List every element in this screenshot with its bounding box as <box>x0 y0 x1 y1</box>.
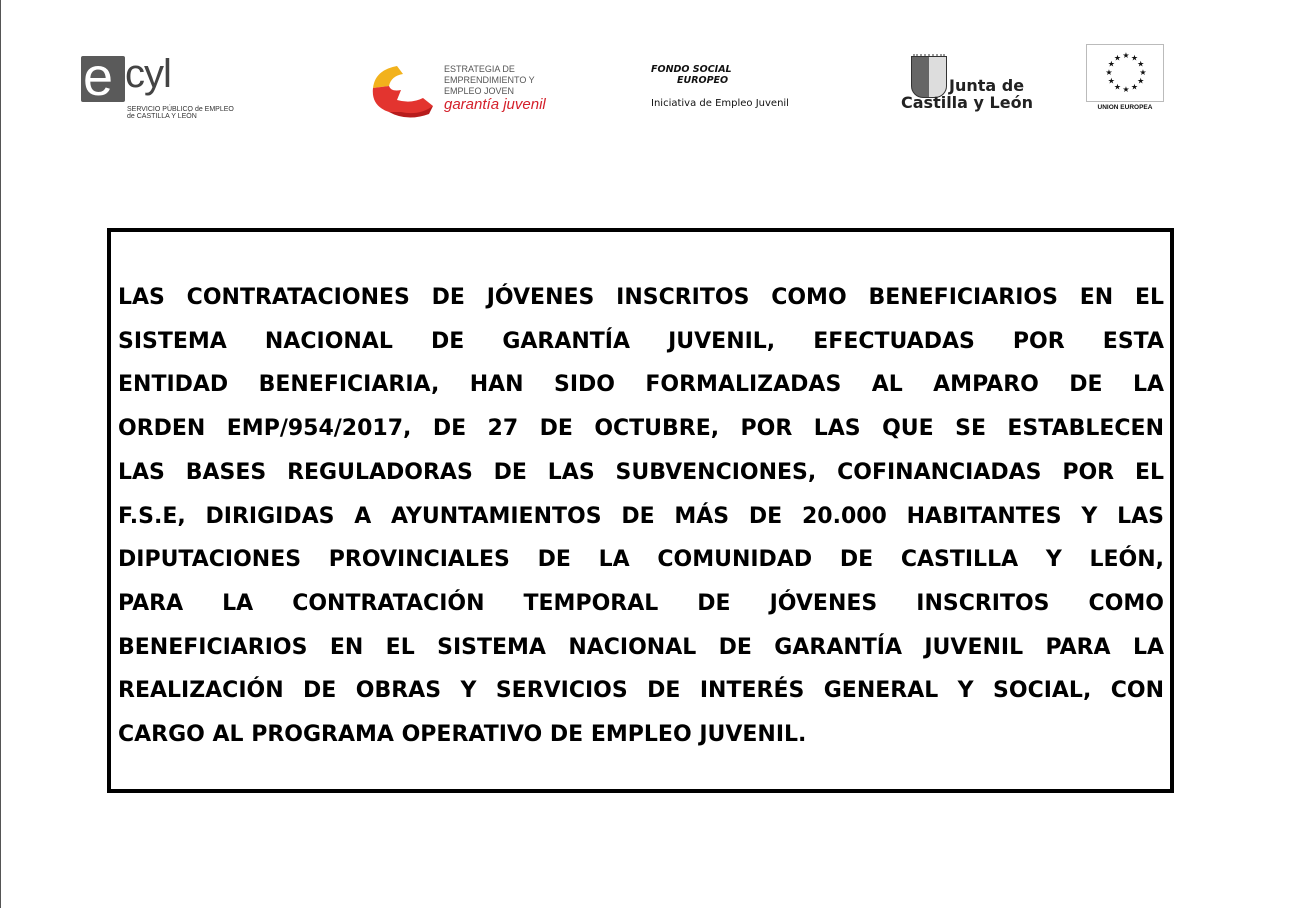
garantia-line: EMPRENDIMIENTO Y <box>444 75 535 85</box>
ecyl-name: cyl <box>125 52 171 96</box>
union-europea-logo <box>1086 44 1164 114</box>
notice-box <box>107 228 1174 793</box>
notice-line: REALIZACIÓN DE OBRAS Y SERVICIOS DE INTERÉS GENERAL Y SOCIAL, CON <box>118 678 1164 704</box>
notice-line: DIPUTACIONES PROVINCIALES DE LA COMUNIDAD DE CASTILLA Y LEÓN, <box>118 547 1164 573</box>
fse-subtitle: Iniciativa de Empleo Juvenil <box>651 98 789 109</box>
ecyl-subtitle-line: de CASTILLA Y LEÓN <box>127 113 197 120</box>
star-icon: ★ <box>1130 82 1139 92</box>
garantia-juvenil-text <box>444 64 535 97</box>
star-icon: ★ <box>1113 82 1122 92</box>
star-icon: ★ <box>1137 76 1145 86</box>
junta-line1: Junta de <box>949 76 1025 95</box>
garantia-juvenil-tagline: garantía juvenil <box>444 96 546 113</box>
notice-line: BENEFICIARIOS EN EL SISTEMA NACIONAL DE GARANTÍA JUVENIL PARA LA <box>118 634 1164 660</box>
coat-of-arms-icon <box>911 56 947 98</box>
notice-line: ORDEN EMP/954/2017, DE 27 DE OCTUBRE, POR LAS QUE SE ESTABLECEN <box>118 416 1164 442</box>
crown-icon <box>913 46 945 56</box>
ecyl-mark <box>81 47 125 107</box>
ecyl-mark-letter: e <box>83 47 114 107</box>
ecyl-subtitle <box>127 106 237 120</box>
star-icon: ★ <box>1113 53 1122 63</box>
star-icon: ★ <box>1137 59 1145 69</box>
eu-flag-icon <box>1086 44 1164 102</box>
garantia-line: ESTRATEGIA DE <box>444 64 515 74</box>
star-icon: ★ <box>1105 68 1113 77</box>
junta-castilla-leon-logo <box>899 44 1033 114</box>
star-icon: ★ <box>1122 85 1130 94</box>
junta-line2: Castilla y León <box>901 93 1033 112</box>
notice-line: LAS CONTRATACIONES DE JÓVENES INSCRITOS COMO BENEFICIARIOS EN EL <box>118 285 1164 310</box>
ecyl-logo <box>81 47 234 122</box>
notice-line: PARA LA CONTRATACIÓN TEMPORAL DE JÓVENES INSCRITOS COMO <box>118 590 1164 616</box>
fse-title: FONDO SOCIAL <box>651 64 732 75</box>
star-icon: ★ <box>1122 51 1130 60</box>
garantia-juvenil-logo <box>367 58 557 124</box>
fondo-social-europeo-logo <box>651 64 791 109</box>
fse-title: EUROPEO <box>677 75 729 86</box>
garantia-juvenil-mark-icon <box>367 62 437 122</box>
notice-line: CARGO AL PROGRAMA OPERATIVO DE EMPLEO JUVENIL. <box>118 722 807 748</box>
star-icon: ★ <box>1139 68 1147 77</box>
notice-line: F.S.E, DIRIGIDAS A AYUNTAMIENTOS DE MÁS DE 20.000 HABITANTES Y LAS <box>118 503 1164 529</box>
notice-line: ENTIDAD BENEFICIARIA, HAN SIDO FORMALIZADAS AL AMPARO DE LA <box>118 372 1164 398</box>
ue-label: UNION EUROPEA <box>1097 104 1153 111</box>
notice-text <box>118 276 1164 757</box>
star-icon: ★ <box>1107 76 1115 86</box>
notice-line: LAS BASES REGULADORAS DE LAS SUBVENCIONES, COFINANCIADAS POR EL <box>118 459 1164 485</box>
notice-line: SISTEMA NACIONAL DE GARANTÍA JUVENIL, EFECTUADAS POR ESTA <box>118 328 1164 354</box>
ecyl-subtitle-line: SERVICIO PÚBLICO de EMPLEO <box>127 106 234 113</box>
star-icon: ★ <box>1130 53 1139 63</box>
star-icon: ★ <box>1107 59 1115 69</box>
garantia-line: EMPLEO JOVEN <box>444 86 515 96</box>
